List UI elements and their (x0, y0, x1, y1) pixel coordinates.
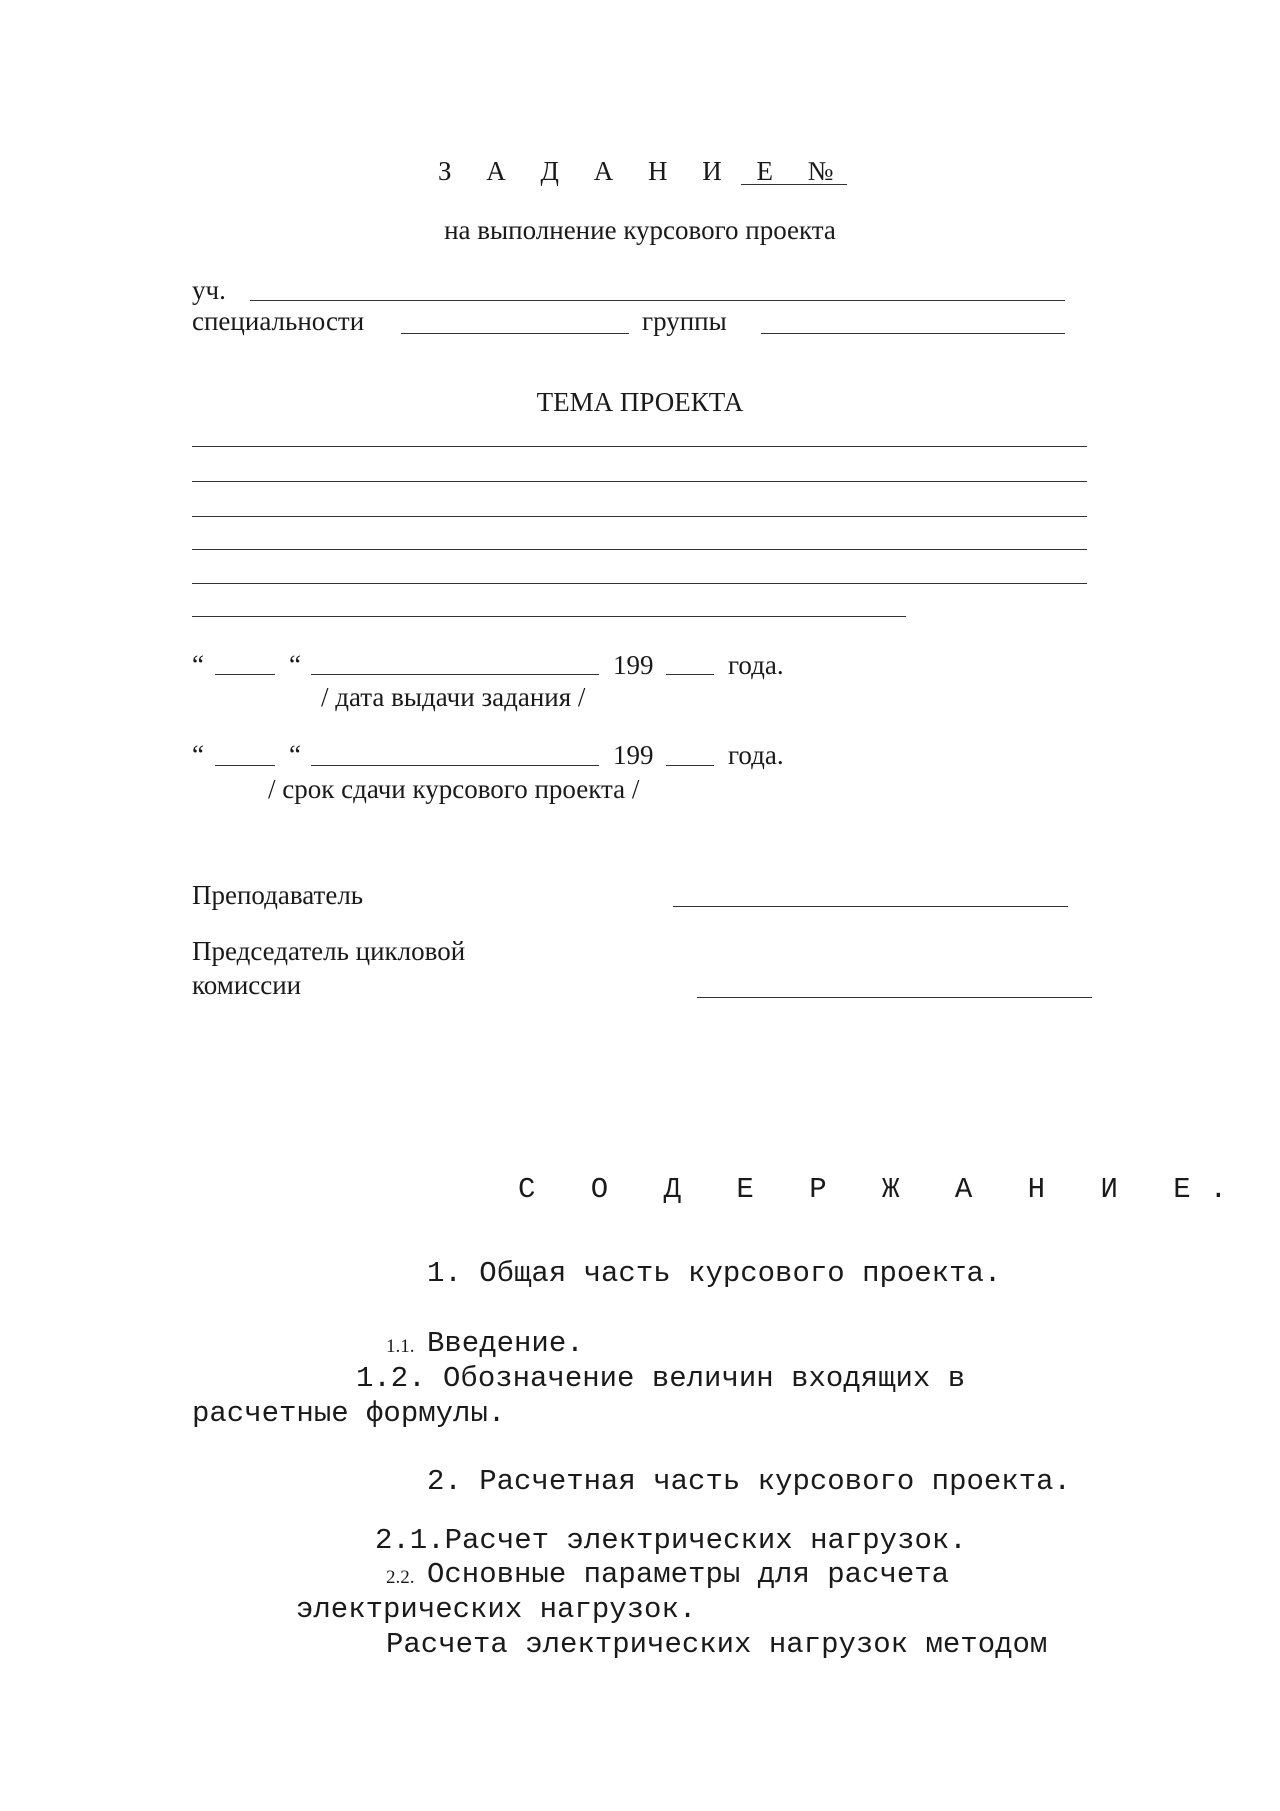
contents-item-1-1-text: Введение. (427, 1327, 584, 1360)
contents-item-2-2-line2: электрических нагрузок. (296, 1593, 697, 1626)
contents-item-1-1-number: 1.1. (386, 1336, 415, 1357)
topic-title: ТЕМА ПРОЕКТА (536, 387, 744, 417)
assignment-subtitle-wrap (0, 215, 1280, 245)
issue-month-blank (311, 674, 599, 675)
teacher-label: Преподаватель (192, 880, 364, 910)
deadline-quote-close: “ (289, 740, 301, 770)
topic-line-4 (192, 549, 1087, 550)
issue-date-quote-open: “ (192, 650, 204, 680)
issue-date-quote-close: “ (289, 650, 301, 680)
chair-label-line2: комиссии (192, 970, 302, 1000)
teacher-signature-blank (673, 906, 1068, 907)
deadline-quote-open: “ (192, 740, 204, 770)
contents-item-2-1: 2.1.Расчет электрических нагрузок. (375, 1524, 967, 1557)
deadline-year-blank (666, 765, 714, 766)
issue-date-caption: / дата выдачи задания / (321, 682, 586, 712)
deadline-caption: / срок сдачи курсового проекта / (268, 774, 640, 804)
deadline-year-suffix: года. (728, 740, 784, 770)
issue-year-prefix: 199 (613, 650, 654, 680)
chair-label-line1: Председатель цикловой (192, 936, 466, 966)
assignment-subtitle: на выполнение курсового проекта (444, 215, 836, 245)
contents-item-2-3-line1: Расчета электрических нагрузок методом (386, 1628, 1048, 1661)
topic-title-wrap (0, 387, 1280, 417)
group-label: группы (642, 306, 727, 336)
group-blank (761, 333, 1065, 334)
deadline-year-prefix: 199 (613, 740, 654, 770)
topic-line-3 (192, 516, 1087, 517)
contents-item-1-2-line1: 1.2. Обозначение величин входящих в (356, 1362, 966, 1395)
assignment-title: З А Д А Н И Е № (438, 156, 848, 186)
deadline-day-blank (215, 765, 275, 766)
topic-line-5 (192, 583, 1087, 584)
contents-section-1: 1. Общая часть курсового проекта. (427, 1257, 1002, 1290)
issue-year-suffix: года. (728, 650, 784, 680)
issue-year-blank (666, 674, 714, 675)
contents-section-2: 2. Расчетная часть курсового проекта. (427, 1465, 1071, 1498)
student-name-blank (250, 300, 1065, 301)
specialty-label: специальности (192, 306, 365, 336)
student-label: уч. (192, 275, 226, 305)
assignment-number-blank (741, 184, 847, 185)
contents-item-2-2-line1: Основные параметры для расчета (427, 1558, 950, 1591)
specialty-blank (401, 333, 629, 334)
topic-line-6 (192, 616, 906, 617)
contents-title: С О Д Е Р Ж А Н И Е. (518, 1173, 1247, 1206)
deadline-month-blank (311, 765, 599, 766)
contents-item-1-2-line2: расчетные формулы. (192, 1397, 506, 1430)
topic-line-1 (192, 446, 1087, 447)
issue-day-blank (215, 674, 275, 675)
topic-line-2 (192, 481, 1087, 482)
chair-signature-blank (697, 997, 1092, 998)
contents-item-2-2-number: 2.2. (386, 1567, 415, 1588)
